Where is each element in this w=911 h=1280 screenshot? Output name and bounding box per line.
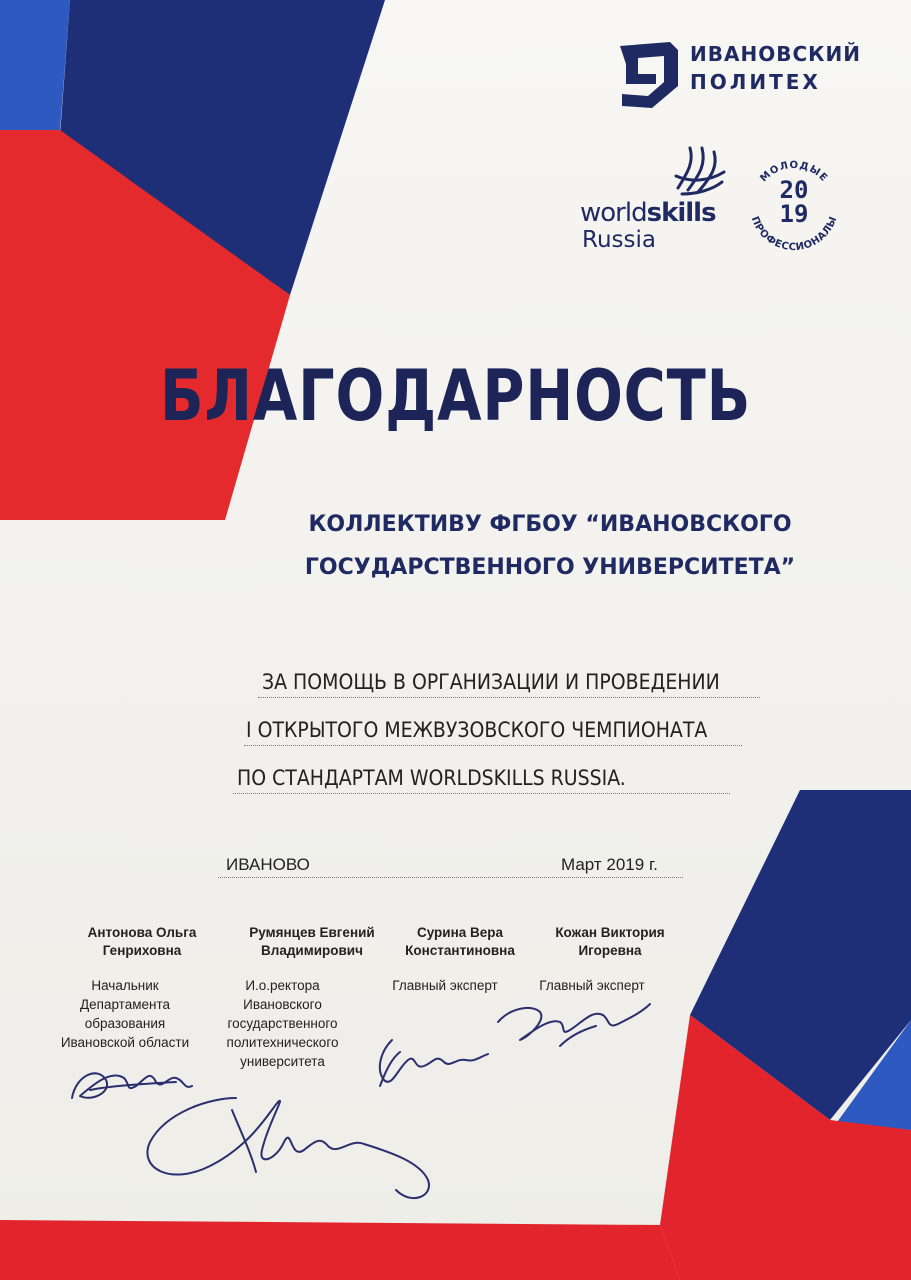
signer-2-name-line1: Румянцев Евгений — [249, 925, 375, 940]
signer-2-role-line1: И.о.ректора — [245, 978, 320, 993]
worldskills-world: world — [580, 198, 647, 228]
signer-3-name-line1: Сурина Вера — [416, 925, 504, 940]
signer-2-role-line2: Ивановского — [243, 997, 322, 1012]
politech-line1: ИВАНОВСКИЙ — [690, 42, 861, 66]
badge-year-top: 20 — [779, 176, 809, 204]
signature-2 — [147, 1098, 429, 1198]
signer-2-role-line5: университета — [240, 1054, 325, 1069]
worldskills-skills: skills — [646, 198, 716, 228]
signer-3-role-line1: Главный эксперт — [392, 978, 498, 993]
document-title: БЛАГОДАРНОСТЬ — [159, 355, 752, 437]
recipient-line1: КОЛЛЕКТИВУ ФГБОУ “ИВАНОВСКОГО — [308, 512, 792, 537]
signer-1-name-line2: Генриховна — [102, 943, 182, 958]
signer-4-role-line1: Главный эксперт — [539, 978, 645, 993]
reason-line2: I ОТКРЫТОГО МЕЖВУЗОВСКОГО ЧЕМПИОНАТА — [246, 718, 708, 742]
reason-line1: ЗА ПОМОЩЬ В ОРГАНИЗАЦИИ И ПРОВЕДЕНИИ — [262, 670, 720, 694]
worldskills-russia: Russia — [582, 227, 656, 253]
signer-2-role-line4: политехнического — [226, 1035, 339, 1050]
signer-1-name-line1: Антонова Ольга — [87, 925, 197, 940]
signer-1-role-line4: Ивановской области — [60, 1035, 190, 1050]
signer-1-role-line3: образования — [84, 1016, 166, 1031]
recipient-line2: ГОСУДАРСТВЕННОГО УНИВЕРСИТЕТА” — [304, 555, 796, 580]
city-label: ИВАНОВО — [226, 855, 310, 874]
badge-year-bottom: 19 — [779, 200, 809, 228]
signer-2-role-line3: государственного — [227, 1016, 338, 1031]
signer-4-name-line1: Кожан Виктория — [555, 925, 665, 940]
badge-bottom-text: ПРОФЕССИОНАЛЫ — [748, 214, 840, 254]
politech-line2: ПОЛИТЕХ — [690, 70, 821, 94]
reason-line3: ПО СТАНДАРТАМ WORLDSKILLS RUSSIA. — [237, 766, 626, 790]
date-label: Март 2019 г. — [561, 855, 658, 874]
signature-3 — [380, 1040, 488, 1082]
signer-1-role-line1: Начальник — [91, 978, 159, 993]
signer-4-name-line2: Игоревна — [578, 943, 642, 958]
badge-top-text: МОЛОДЫЕ — [758, 159, 830, 185]
signer-3-name-line2: Константиновна — [405, 943, 515, 958]
signer-2-name-line2: Владимирович — [261, 943, 363, 958]
signer-1-role-line2: Департамента — [79, 997, 170, 1012]
